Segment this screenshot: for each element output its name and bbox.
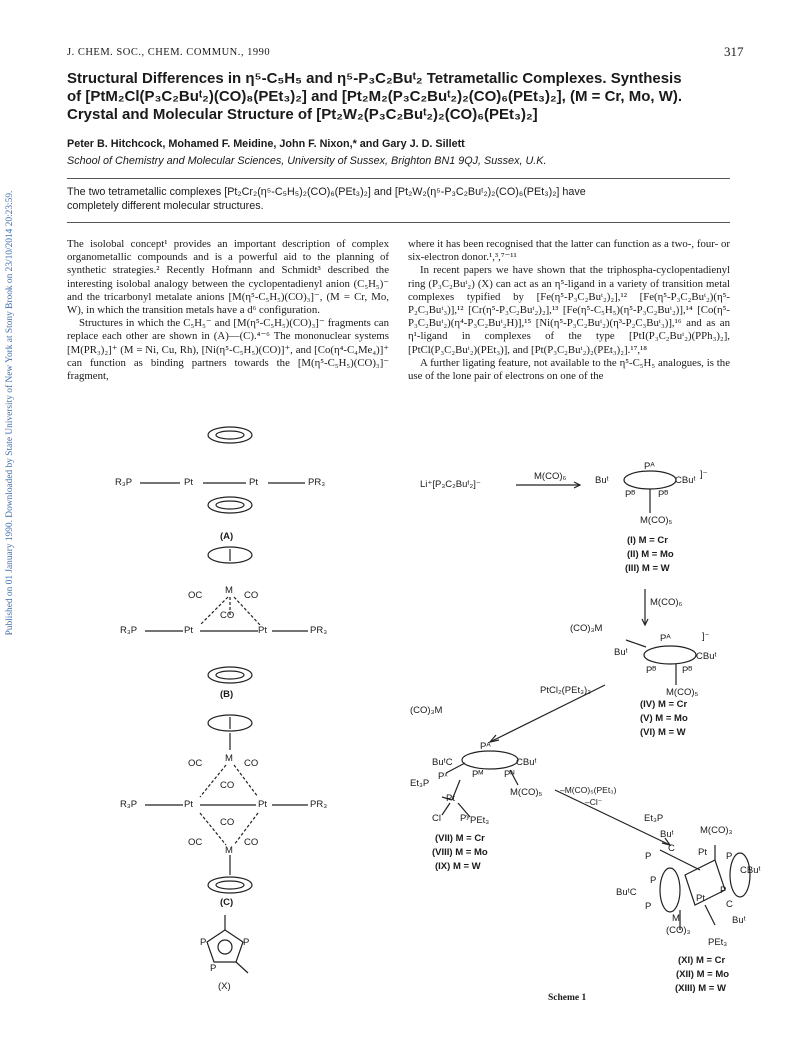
label-co: CO xyxy=(244,758,259,769)
label-co: CO xyxy=(244,590,259,601)
label-p: P xyxy=(645,901,652,912)
label-pb: Pᴮ xyxy=(682,665,693,676)
paragraph: Structures in which the C₅H₅⁻ and [M(η⁵-C₅H₅)(CO)₃]⁻ fragments can replace each other are shown in (A)—(C).⁴⁻⁶ The mononuclear systems [M(PR₃)₂]⁺ (M = Ni, Cu, Rh), [Ni(η⁵-C₅H₅)(CO)]⁺, and [Co(η⁴-C₄Me₄)]⁺ can function as binding partners towards the [M(η⁵-C₅H₅)(CO)₃]⁻ fragment, xyxy=(67,317,389,383)
label-mco6: M(CO)₆ xyxy=(650,597,683,608)
structure-a xyxy=(140,427,305,513)
label-pm: Pᴹ xyxy=(472,769,484,780)
label-pt: Pt xyxy=(184,625,193,636)
label-pt: Pt xyxy=(258,799,267,810)
title-line-2: of [PtM₂Cl(P₃C₂Buᵗ₂)(CO)₈(PEt₃)₂] and [Pt₂M₂(P₃C₂Buᵗ₂)₂(CO)₆(PEt₃)₂], (M = Cr, Mo, W). xyxy=(67,88,683,105)
paragraph: A further ligating feature, not available to the η⁵-C₅H₅ analogues, is the use of the lone pair of electrons on one of the xyxy=(408,356,730,383)
label-compound-iv: (IV) M = Cr xyxy=(640,699,688,710)
label-pt: Pt xyxy=(696,893,705,904)
label-pb: Pᴮ xyxy=(625,489,636,500)
label-structure-b: (B) xyxy=(220,689,234,700)
label-p: P xyxy=(726,851,733,862)
label-elimination: –M(CO)₅(PEt₃) xyxy=(560,785,617,795)
label-pb: Pᴮ xyxy=(658,489,669,500)
label-compound-xii: (XII) M = Mo xyxy=(676,969,730,980)
label-ptcl2: PtCl₂(PEt₃)₂ xyxy=(540,685,591,696)
label-compound-viii: (VIII) M = Mo xyxy=(432,847,488,858)
label-c: C xyxy=(726,899,733,910)
label-pb: Pᴮ xyxy=(646,665,657,676)
label-mco5: M(CO)₅ xyxy=(640,515,673,526)
label-structure-x: (X) xyxy=(218,981,231,992)
label-anion: ]⁻ xyxy=(702,631,710,642)
label-pt: Pt xyxy=(698,847,707,858)
label-mco5: M(CO)₅ xyxy=(510,787,543,798)
label-but: Buᵗ xyxy=(614,647,628,658)
label-r3p: R₃P xyxy=(115,477,133,488)
journal-header: J. CHEM. SOC., CHEM. COMMUN., 1990 xyxy=(67,47,271,58)
label-reagent: Li⁺[P₃C₂Buᵗ₂]⁻ xyxy=(420,479,481,490)
label-compound-xi: (XI) M = Cr xyxy=(678,955,726,966)
affiliation: School of Chemistry and Molecular Sciences, University of Sussex, Brighton BN1 9QJ, Sussex, U.K. xyxy=(67,155,547,167)
scheme-1 xyxy=(60,385,760,1005)
label-compound-vi: (VI) M = W xyxy=(640,727,686,738)
label-but: Buᵗ xyxy=(660,829,674,840)
label-compound-iii: (III) M = W xyxy=(625,563,670,574)
label-pt: Pt xyxy=(249,477,258,488)
paragraph: In recent papers we have shown that the triphospha-cyclopentadienyl ring (P₃C₂Buᵗ₂) (X) can act as an η⁵-ligand in a variety of transition metal complexes typified by [Fe(η⁵-P₃C₂Buᵗ₂)₂],¹² [Fe(η⁵-P₃C₂Buᵗ₂)(η⁵-P₂C₃Buᵗ₃)],¹² [Cr(η⁵-P₃C₂Buᵗ₂)₂],¹³ [Fe(η⁵-C₅H₅)(η⁵-P₃C₂Buᵗ₂)],¹⁴ [Co(η⁵-P₃C₂Buᵗ₂)(η⁴-P₃C₂Buᵗ₂H)],¹⁵ [Ni(η⁵-P₃C₂Buᵗ₂)(η³-P₂C₃Buᵗ₃)],¹⁶ and as an η¹-ligand in complexes of the type [PtI(P₃C₂Buᵗ₂)(PPh₃)₂], [PtCl(P₃C₂Buᵗ₂)(PEt₃)], and [Pt(P₃C₂Buᵗ₂)₂(PEt₃)₂].¹⁷,¹⁸ xyxy=(408,264,730,356)
label-but: Buᵗ xyxy=(595,475,609,486)
label-com3: (CO)₃M xyxy=(570,623,603,634)
label-p: P xyxy=(200,937,207,948)
label-r3p: R₃P xyxy=(120,625,138,636)
label-p: P xyxy=(210,963,217,974)
label-cbut: CBuᵗ xyxy=(740,865,761,876)
label-co: CO xyxy=(244,837,259,848)
label-co3: (CO)₃ xyxy=(666,925,691,936)
label-compound-ix: (IX) M = W xyxy=(435,861,481,872)
body-column-right xyxy=(408,238,730,383)
label-cbut: CBuᵗ xyxy=(675,475,696,486)
label-mco6: M(CO)₆ xyxy=(534,471,567,482)
label-structure-a: (A) xyxy=(220,531,234,542)
label-et3p: Et₃P xyxy=(644,813,664,824)
label-pa: Pᴬ xyxy=(644,461,655,472)
label-mco5: M(CO)₅ xyxy=(666,687,699,698)
paragraph: The isolobal concept¹ provides an important description of complex organometallic compounds and is a powerful aid to the planning of synthetic strategies.² Recently Hofmann and Schmidt³ described the interesting isolobal analogy between the cyclopentadienyl anion (C₅H₅)⁻ and the tricarbonyl metalate anions [M(η⁵-C₅H₅)(CO)₃]⁻, (M = Cr, Mo, W), in which the transition metals have a d⁶ configuration. xyxy=(67,238,389,317)
label-com3: (CO)₃M xyxy=(410,705,443,716)
label-cbut: CBuᵗ xyxy=(696,651,717,662)
label-compound-v: (V) M = Mo xyxy=(640,713,688,724)
label-butc: BuᵗC xyxy=(432,757,453,768)
abstract-line-2: completely different molecular structures. xyxy=(67,199,264,212)
label-et3p: Et₃P xyxy=(410,778,430,789)
title-line-3: Crystal and Molecular Structure of [Pt₂W₂(P₃C₂Buᵗ₂)₂(CO)₆(PEt₃)₂] xyxy=(67,106,538,123)
label-p: P xyxy=(650,875,657,886)
label-compound-ii: (II) M = Mo xyxy=(627,549,674,560)
abstract-line-1: The two tetrametallic complexes [Pt₂Cr₂(η⁵-C₅H₅)₂(CO)₆(PEt₃)₂] and [Pt₂W₂(η⁵-P₃C₂Buᵗ₂)₂(CO)₆(PEt₃)₂] have xyxy=(67,186,586,198)
abstract xyxy=(67,186,727,213)
label-m: M xyxy=(672,913,680,924)
label-pr3: PR₃ xyxy=(308,477,326,488)
label-co: CO xyxy=(220,780,235,791)
label-pt: Pt xyxy=(446,793,455,804)
label-oc: OC xyxy=(188,758,203,769)
label-compound-i: (I) M = Cr xyxy=(627,535,668,546)
label-compound-xiii: (XIII) M = W xyxy=(675,983,726,994)
label-r3p: R₃P xyxy=(120,799,138,810)
label-anion: ]⁻ xyxy=(700,469,708,480)
label-co: CO xyxy=(220,610,235,621)
download-notice: Published on 01 January 1990. Downloaded by State University of New York at Stony Brook on 23/10/2014 20:23:59. xyxy=(5,190,15,636)
label-elimination-cl: –Cl⁻ xyxy=(585,797,603,807)
label-pt: Pt xyxy=(258,625,267,636)
label-p: P xyxy=(645,851,652,862)
label-oc: OC xyxy=(188,837,203,848)
label-compound-vii: (VII) M = Cr xyxy=(435,833,485,844)
label-cl: Cl xyxy=(432,813,441,824)
label-pr3: PR₃ xyxy=(310,625,328,636)
scheme-caption: Scheme 1 xyxy=(548,993,587,1003)
label-m: M xyxy=(225,753,233,764)
label-pt: Pt xyxy=(184,799,193,810)
label-cbut: CBuᵗ xyxy=(516,757,537,768)
rule-bottom xyxy=(67,222,730,223)
label-m: M xyxy=(225,585,233,596)
label-px: Pˣ xyxy=(438,771,448,782)
label-structure-c: (C) xyxy=(220,897,234,908)
label-p: P xyxy=(243,937,250,948)
title-line-1: Structural Differences in η⁵-C₅H₅ and η⁵-P₃C₂Buᵗ₂ Tetrametallic Complexes. Synthesis xyxy=(67,70,682,87)
body-column-left xyxy=(67,238,389,383)
label-butc: BuᵗC xyxy=(616,887,637,898)
label-py: Pʸ xyxy=(460,813,470,824)
label-mco3: M(CO)₃ xyxy=(700,825,733,836)
label-pr3: PR₃ xyxy=(310,799,328,810)
structure-c xyxy=(145,715,308,893)
article-title xyxy=(67,70,747,124)
label-c: C xyxy=(668,843,675,854)
page-number: 317 xyxy=(724,44,744,59)
rule-top xyxy=(67,178,730,179)
label-et3: PEt₃ xyxy=(470,815,490,826)
label-m: M xyxy=(225,845,233,856)
authors: Peter B. Hitchcock, Mohamed F. Meidine, John F. Nixon,* and Gary J. D. Sillett xyxy=(67,138,465,150)
label-p: P xyxy=(720,885,727,896)
label-but: Buᵗ xyxy=(732,915,746,926)
label-co: CO xyxy=(220,817,235,828)
paragraph: where it has been recognised that the latter can function as a two-, four- or six-electron donor.¹,³,⁷⁻¹¹ xyxy=(408,238,730,264)
label-pa: Pᴬ xyxy=(660,633,671,644)
label-pt: Pt xyxy=(184,477,193,488)
label-pn: Pᴺ xyxy=(504,769,515,780)
scheme-graphics xyxy=(60,385,760,1005)
label-pa: Pᴬ xyxy=(480,741,491,752)
label-oc: OC xyxy=(188,590,203,601)
label-pet3: PEt₃ xyxy=(708,937,728,948)
